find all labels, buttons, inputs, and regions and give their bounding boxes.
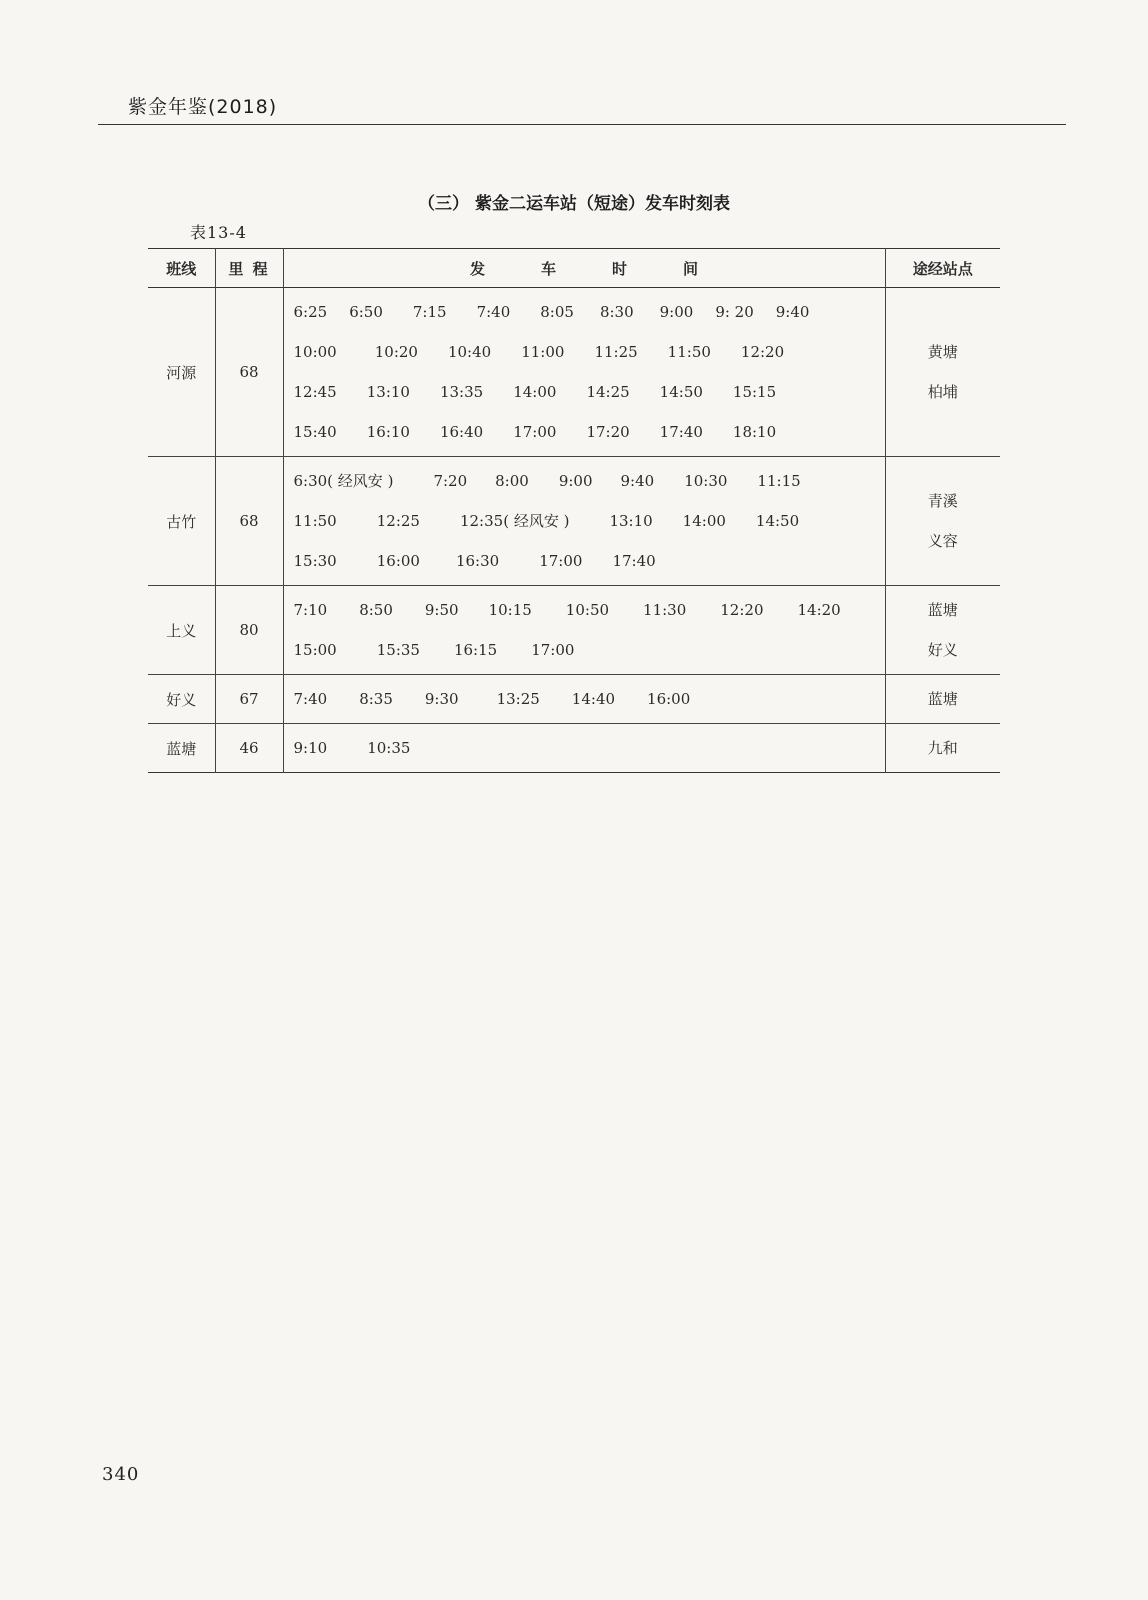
table-header-row [148,249,1000,288]
departure-time: 11:50 [293,512,337,530]
time-line [294,728,885,768]
route-distance: 68 [215,288,283,457]
departure-time: 11:25 [594,343,638,361]
departure-time: 18:10 [732,423,777,441]
route-name: 古竹 [148,457,215,586]
via-stop: 柏埔 [927,383,958,401]
departure-time: 12:35( 经风安 ) [459,512,570,530]
via-stop: 黄塘 [927,343,958,361]
departure-time: 9: 20 [715,303,754,321]
departure-time: 8:30 [599,303,634,321]
departure-time: 8:50 [359,601,393,619]
departure-time: 9:30 [424,690,459,708]
header-distance: 里 程 [215,249,283,288]
departure-time: 12:45 [293,383,337,401]
departure-time: 11:50 [667,343,711,361]
departure-time: 16:40 [439,423,484,441]
departure-time: 7:40 [293,690,328,708]
departure-time: 14:50 [755,512,800,530]
via-stops [885,288,1000,457]
departure-time: 9:40 [775,303,810,321]
departure-time: 15:35 [376,641,420,659]
departure-time: 17:40 [612,552,656,570]
departure-time: 14:50 [659,383,703,401]
departure-time: 10:35 [367,739,411,757]
departure-time: 13:10 [609,512,653,530]
via-stops [885,724,1000,773]
departure-time: 12:20 [740,343,785,361]
departure-time: 10:20 [374,343,418,361]
via-stop: 好义 [927,641,958,659]
time-line [294,679,885,719]
route-distance: 67 [215,675,283,724]
departure-time: 10:00 [293,343,337,361]
departure-time: 17:20 [586,423,630,441]
header-times-char: 车 [540,259,556,278]
time-line [294,412,885,452]
departure-time: 14:00 [513,383,557,401]
departure-time: 8:00 [495,472,529,490]
departure-time: 16:10 [366,423,410,441]
via-stops [885,675,1000,724]
departure-time: 16:15 [453,641,498,659]
departure-times [283,586,885,675]
departure-time: 10:40 [447,343,492,361]
header-via: 途经站点 [912,259,973,278]
time-line [294,630,885,670]
route-name: 河源 [148,288,215,457]
departure-time: 14:20 [797,601,841,619]
departure-time: 15:30 [293,552,337,570]
departure-times [283,675,885,724]
table-row [148,586,1000,675]
departure-time: 13:10 [366,383,410,401]
departure-time: 10:15 [488,601,532,619]
departure-time: 13:35 [439,383,484,401]
departure-time: 8:35 [359,690,393,708]
route-distance: 80 [215,586,283,675]
departure-time: 12:25 [376,512,420,530]
time-line [294,292,885,332]
departure-times [283,457,885,586]
header-times-char: 发 [469,259,485,278]
departure-time: 16:00 [376,552,420,570]
departure-time: 6:30( 经风安 ) [293,472,394,490]
page-number: 340 [102,1464,140,1485]
departure-time: 6:25 [293,303,328,321]
header-times-char: 时 [612,259,628,278]
departure-time: 9:50 [424,601,459,619]
departure-time: 17:00 [539,552,583,570]
departure-time: 9:00 [659,303,694,321]
departure-time: 9:00 [558,472,593,490]
route-name: 上义 [148,586,215,675]
departure-time: 9:10 [293,739,328,757]
running-head: 紫金年鉴(2018) [128,96,278,118]
departure-time: 11:00 [521,343,565,361]
departure-time: 12:20 [720,601,764,619]
header-times-char: 间 [683,259,699,278]
via-stop: 义容 [927,532,958,550]
departure-time: 10:30 [684,472,728,490]
via-stop: 蓝塘 [927,690,958,708]
departure-time: 17:00 [531,641,575,659]
departure-time: 7:10 [293,601,328,619]
departure-time: 15:40 [293,423,337,441]
via-stops [885,586,1000,675]
route-distance: 68 [215,457,283,586]
departure-time: 14:00 [682,512,726,530]
time-line [294,372,885,412]
time-line [294,501,885,541]
table-row [148,457,1000,586]
time-line [294,541,885,581]
departure-times [283,724,885,773]
header-times [283,249,885,288]
departure-times [283,288,885,457]
header-route: 班线 [148,249,215,288]
table-title: （三） 紫金二运车站（短途）发车时刻表 [418,194,730,214]
route-distance: 46 [215,724,283,773]
departure-time: 17:00 [513,423,557,441]
departure-time: 8:05 [540,303,574,321]
departure-time: 9:40 [620,472,655,490]
departure-time: 13:25 [496,690,540,708]
departure-time: 14:40 [571,690,616,708]
table-number: 表13-4 [190,223,247,242]
departure-time: 11:15 [757,472,801,490]
departure-time: 16:30 [455,552,500,570]
header-rule [98,124,1066,125]
route-name: 蓝塘 [148,724,215,773]
time-line [294,461,885,501]
time-line [294,590,885,630]
via-stop: 青溪 [927,492,958,510]
departure-time: 6:50 [349,303,383,321]
departure-time: 11:30 [643,601,687,619]
departure-time: 15:00 [293,641,337,659]
departure-time: 14:25 [586,383,630,401]
via-stop: 蓝塘 [927,601,958,619]
table-row [148,288,1000,457]
departure-time: 7:40 [476,303,511,321]
departure-time: 7:20 [433,472,468,490]
departure-time: 10:50 [565,601,610,619]
time-line [294,332,885,372]
table-row [148,675,1000,724]
via-stops [885,457,1000,586]
route-name: 好义 [148,675,215,724]
table-row [148,724,1000,773]
departure-time: 7:15 [412,303,447,321]
departure-time: 17:40 [659,423,703,441]
departure-time: 16:00 [647,690,691,708]
via-stop: 九和 [927,739,958,757]
departure-time: 15:15 [732,383,777,401]
departure-timetable [148,248,1000,773]
